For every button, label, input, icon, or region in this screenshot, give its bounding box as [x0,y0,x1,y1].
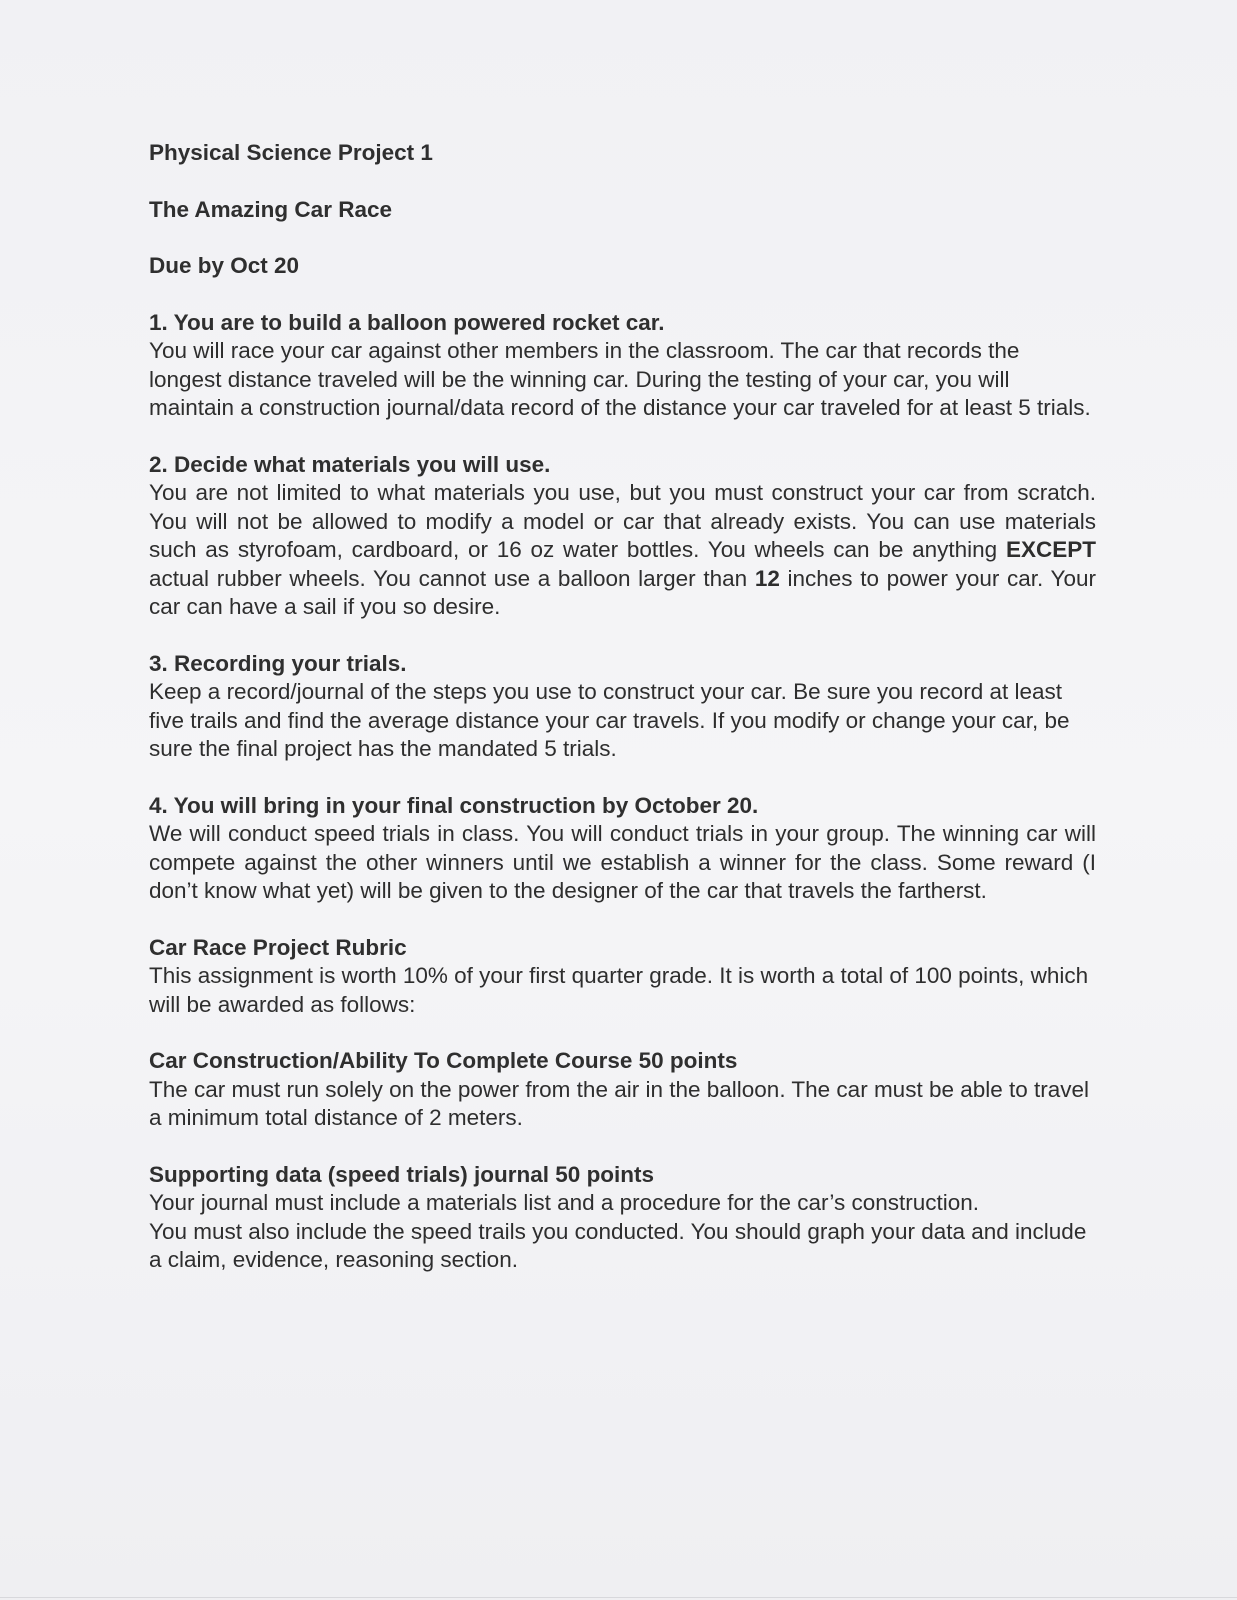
section-2-body-part1: You are not limited to what materials you use, but you must construct your car from scratch. You will not be allowed to modify a model or car that already exists. You can use materials such as styrofoam, cardboard, or 16 oz water bottles. You wheels can be anything [149,480,1096,562]
section-3-body: Keep a record/journal of the steps you use to construct your car. Be sure you record at least five trails and find the average distance your car travels. If you modify or change your car, be sure the final project has the mandated 5 trials. [149,679,1070,761]
document-content [149,139,1096,1303]
rubric-item-journal-body-line2: You must also include the speed trails you conducted. You should graph your data and include a claim, evidence, reasoning section. [149,1218,1087,1272]
section-4-heading: 4. You will bring in your final construction by October 20. [149,792,759,818]
section-2-body-part3: inches to power your car. Your car can have a sail if you so desire. [149,565,1097,619]
section-2-body-bold-12: 12 [754,565,780,591]
rubric-item-construction-body: The car must run solely on the power from the air in the balloon. The car must be able to travel a minimum total distance of 2 meters. [149,1076,1090,1130]
section-2-body-part2: actual rubber wheels. You cannot use a balloon larger than [149,565,755,591]
rubric-item-construction-heading: Car Construction/Ability To Complete Course 50 points [149,1048,738,1073]
section-4 [149,792,1096,906]
rubric-item-journal-heading: Supporting data (speed trials) journal 50 points [149,1161,655,1187]
scan-edge-line [0,1597,1237,1598]
section-3 [149,650,1096,764]
rubric-section [149,934,1096,1020]
rubric-item-journal-body-line1: Your journal must include a materials list and a procedure for the car’s construction. [149,1190,980,1215]
section-2-heading: 2. Decide what materials you will use. [149,451,551,477]
rubric-item-journal [149,1161,1096,1275]
rubric-heading: Car Race Project Rubric [149,934,407,960]
section-2-body-bold-except: EXCEPT [1005,537,1096,562]
section-2 [149,451,1096,622]
rubric-item-construction [149,1047,1096,1133]
section-1 [149,309,1096,423]
project-title: Physical Science Project 1 [149,140,433,165]
section-4-body: We will conduct speed trials in class. You will conduct trials in your group. The winning car will compete against the other winners until we establish a winner for the class. Some reward (I don’t know what yet) will be given to the designer of the car that travels the fartherst. [149,821,1096,903]
section-3-heading: 3. Recording your trials. [149,650,407,676]
section-1-heading: 1. You are to build a balloon powered rocket car. [149,309,665,335]
section-2-body [149,479,1096,622]
section-1-body: You will race your car against other members in the classroom. The car that records the longest distance traveled will be the winning car. During the testing of your car, you will maintain a construction journal/data record of the distance your car traveled for at least 5 trials. [149,338,1091,420]
due-date: Due by Oct 20 [149,253,300,278]
rubric-intro: This assignment is worth 10% of your first quarter grade. It is worth a total of 100 points, which will be awarded as follows: [149,963,1089,1017]
project-name: The Amazing Car Race [149,196,392,222]
